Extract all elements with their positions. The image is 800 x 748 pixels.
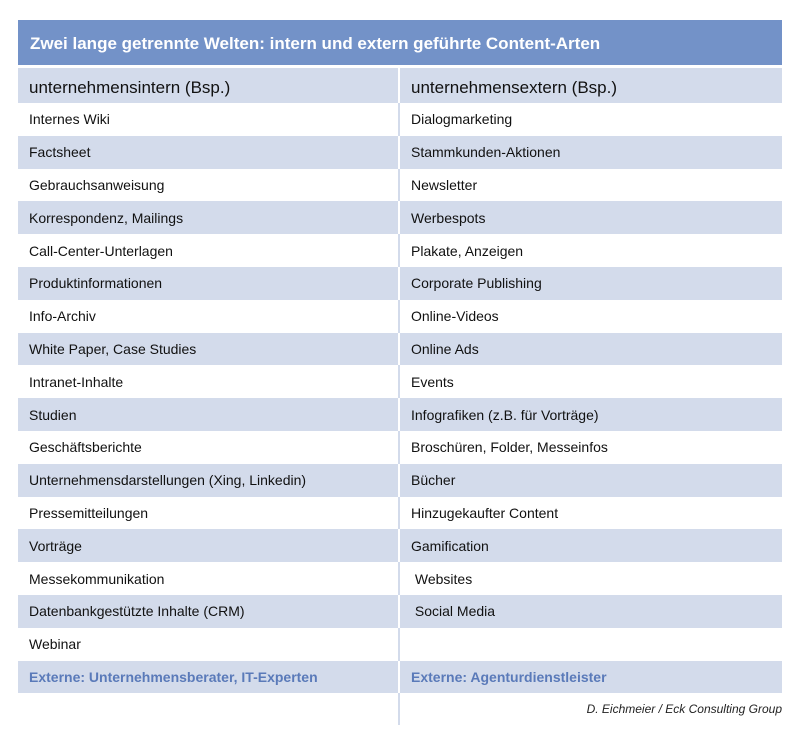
cell-external: Stammkunden-Aktionen [411, 144, 561, 161]
cell-internal: Studien [18, 398, 400, 431]
cell-internal: Info-Archiv [18, 300, 400, 333]
table-row [18, 431, 782, 464]
cell-internal: Korrespondenz, Mailings [18, 201, 400, 234]
table-row [18, 365, 782, 398]
cell-internal: Produktinformationen [18, 267, 400, 300]
header-internal: unternehmensintern (Bsp.) [18, 68, 400, 103]
table-row [18, 103, 782, 136]
cell-internal: Factsheet [18, 136, 400, 169]
cell-external: Plakate, Anzeigen [411, 242, 524, 259]
table-row [18, 464, 782, 497]
cell-external: Gamification [411, 537, 489, 554]
table-row [18, 234, 782, 267]
table-row [18, 136, 782, 169]
table-row [18, 300, 782, 333]
cell-internal: Call-Center-Unterlagen [18, 234, 400, 267]
externals-row [18, 661, 782, 694]
cell-external: Events [411, 373, 454, 390]
cell-internal: Webinar [18, 628, 400, 661]
cell-internal: Internes Wiki [18, 103, 400, 136]
cell-internal: White Paper, Case Studies [18, 333, 400, 366]
cell-external: Hinzugekaufter Content [411, 504, 559, 521]
cell-external: Online Ads [411, 340, 479, 357]
cell-internal: Vorträge [18, 529, 400, 562]
externals-internal: Externe: Unternehmensberater, IT-Experten [18, 661, 400, 694]
table-header-row [18, 68, 782, 103]
table-row [18, 497, 782, 530]
cell-external: Dialogmarketing [411, 111, 513, 128]
table-row [18, 529, 782, 562]
credit-empty-cell [18, 693, 400, 725]
cell-external: Broschüren, Folder, Messeinfos [411, 439, 608, 456]
cell-internal: Intranet-Inhalte [18, 365, 400, 398]
cell-external: Infografiken (z.B. für Vorträge) [411, 406, 599, 423]
cell-external: Social Media [411, 603, 496, 620]
table-row [18, 267, 782, 300]
cell-internal: Unternehmensdarstellungen (Xing, Linkedin) [18, 464, 400, 497]
cell-external: Newsletter [411, 176, 478, 193]
cell-internal: Pressemitteilungen [18, 497, 400, 530]
table-row [18, 333, 782, 366]
cell-external: Werbespots [411, 209, 486, 226]
cell-internal: Datenbankgestützte Inhalte (CRM) [18, 595, 400, 628]
header-external: unternehmensextern (Bsp.) [411, 77, 617, 97]
table-title: Zwei lange getrennte Welten: intern und extern geführte Content-Arten [18, 20, 782, 68]
table-row [18, 398, 782, 431]
table-row [18, 169, 782, 202]
externals-external: Externe: Agenturdienstleister [411, 668, 607, 685]
cell-external [400, 628, 782, 661]
cell-external: Bücher [411, 472, 456, 489]
table-row [18, 201, 782, 234]
cell-internal: Messekommunikation [18, 562, 400, 595]
cell-internal: Gebrauchsanweisung [18, 169, 400, 202]
cell-external: Corporate Publishing [411, 275, 542, 292]
table-row [18, 562, 782, 595]
table-row [18, 595, 782, 628]
cell-external: Websites [411, 570, 473, 587]
cell-internal: Geschäftsberichte [18, 431, 400, 464]
credit-row [18, 693, 782, 725]
cell-external: Online-Videos [411, 308, 499, 325]
content-types-table [18, 20, 782, 725]
credit-text: D. Eichmeier / Eck Consulting Group [586, 702, 782, 717]
table-row [18, 628, 782, 661]
